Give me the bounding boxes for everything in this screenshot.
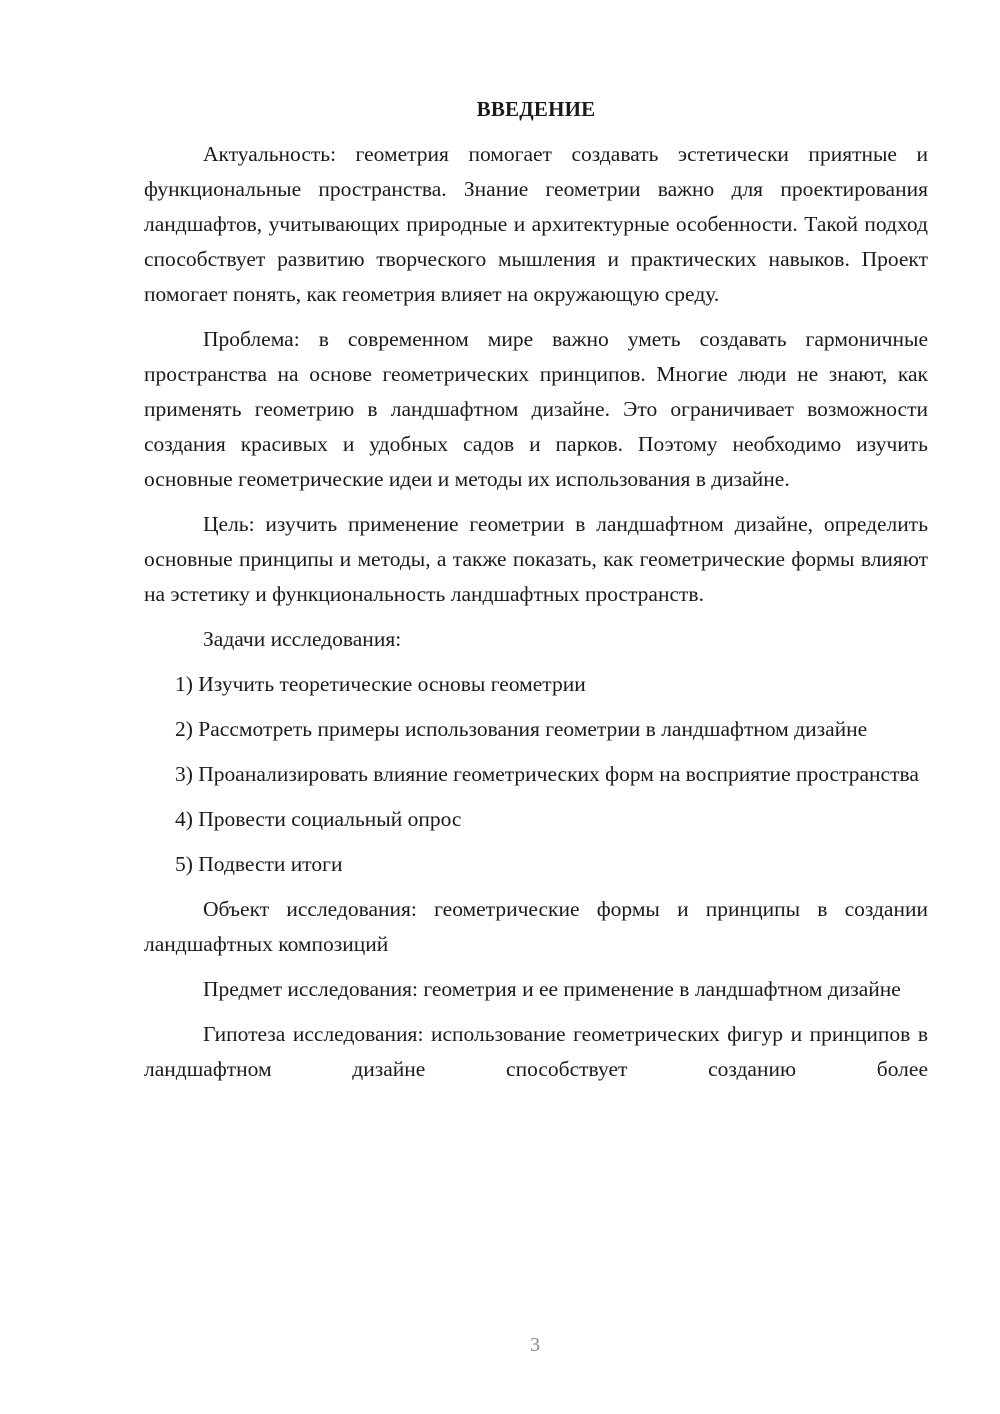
paragraph-subject: Предмет исследования: геометрия и ее применение в ландшафтном дизайне <box>203 977 901 1001</box>
paragraph-problem: Проблема: в современном мире важно уметь создавать гармоничные пространства на основе геометрических принципов. Многие люди не знают, как применять геометрию в ландшафтном дизайне. Это ограничивает возможности создания красивых и удобных садов и парков. Поэтому необходимо изучить основные геометрические идеи и методы их использования в дизайне. <box>144 327 928 491</box>
paragraph-hypothesis: Гипотеза исследования: использование геометрических фигур и принципов в ландшафтном дизайне способствует созданию более <box>144 1022 928 1081</box>
paragraph-object: Объект исследования: геометрические формы и принципы в создании ландшафтных композиций <box>144 897 928 956</box>
paragraph-goal: Цель: изучить применение геометрии в ландшафтном дизайне, определить основные принципы и методы, а также показать, как геометрические формы влияют на эстетику и функциональность ландшафтных пространств. <box>144 512 928 606</box>
list-item: 4) Провести социальный опрос <box>175 807 462 831</box>
list-item: 2) Рассмотреть примеры использования геометрии в ландшафтном дизайне <box>175 717 868 741</box>
document-page <box>144 92 928 1097</box>
tasks-list <box>144 667 928 882</box>
list-item: 1) Изучить теоретические основы геометрии <box>175 672 586 696</box>
list-item: 5) Подвести итоги <box>175 852 343 876</box>
list-item: 3) Проанализировать влияние геометрических форм на восприятие пространства <box>175 762 919 786</box>
page-title: ВВЕДЕНИЕ <box>476 97 596 121</box>
tasks-heading: Задачи исследования: <box>203 627 402 651</box>
paragraph-relevance: Актуальность: геометрия помогает создавать эстетически приятные и функциональные пространства. Знание геометрии важно для проектирования ландшафтов, учитывающих природные и архитектурные особенности. Такой подход способствует развитию творческого мышления и практических навыков. Проект помогает понять, как геометрия влияет на окружающую среду. <box>144 142 928 306</box>
page-number: 3 <box>530 1334 540 1356</box>
